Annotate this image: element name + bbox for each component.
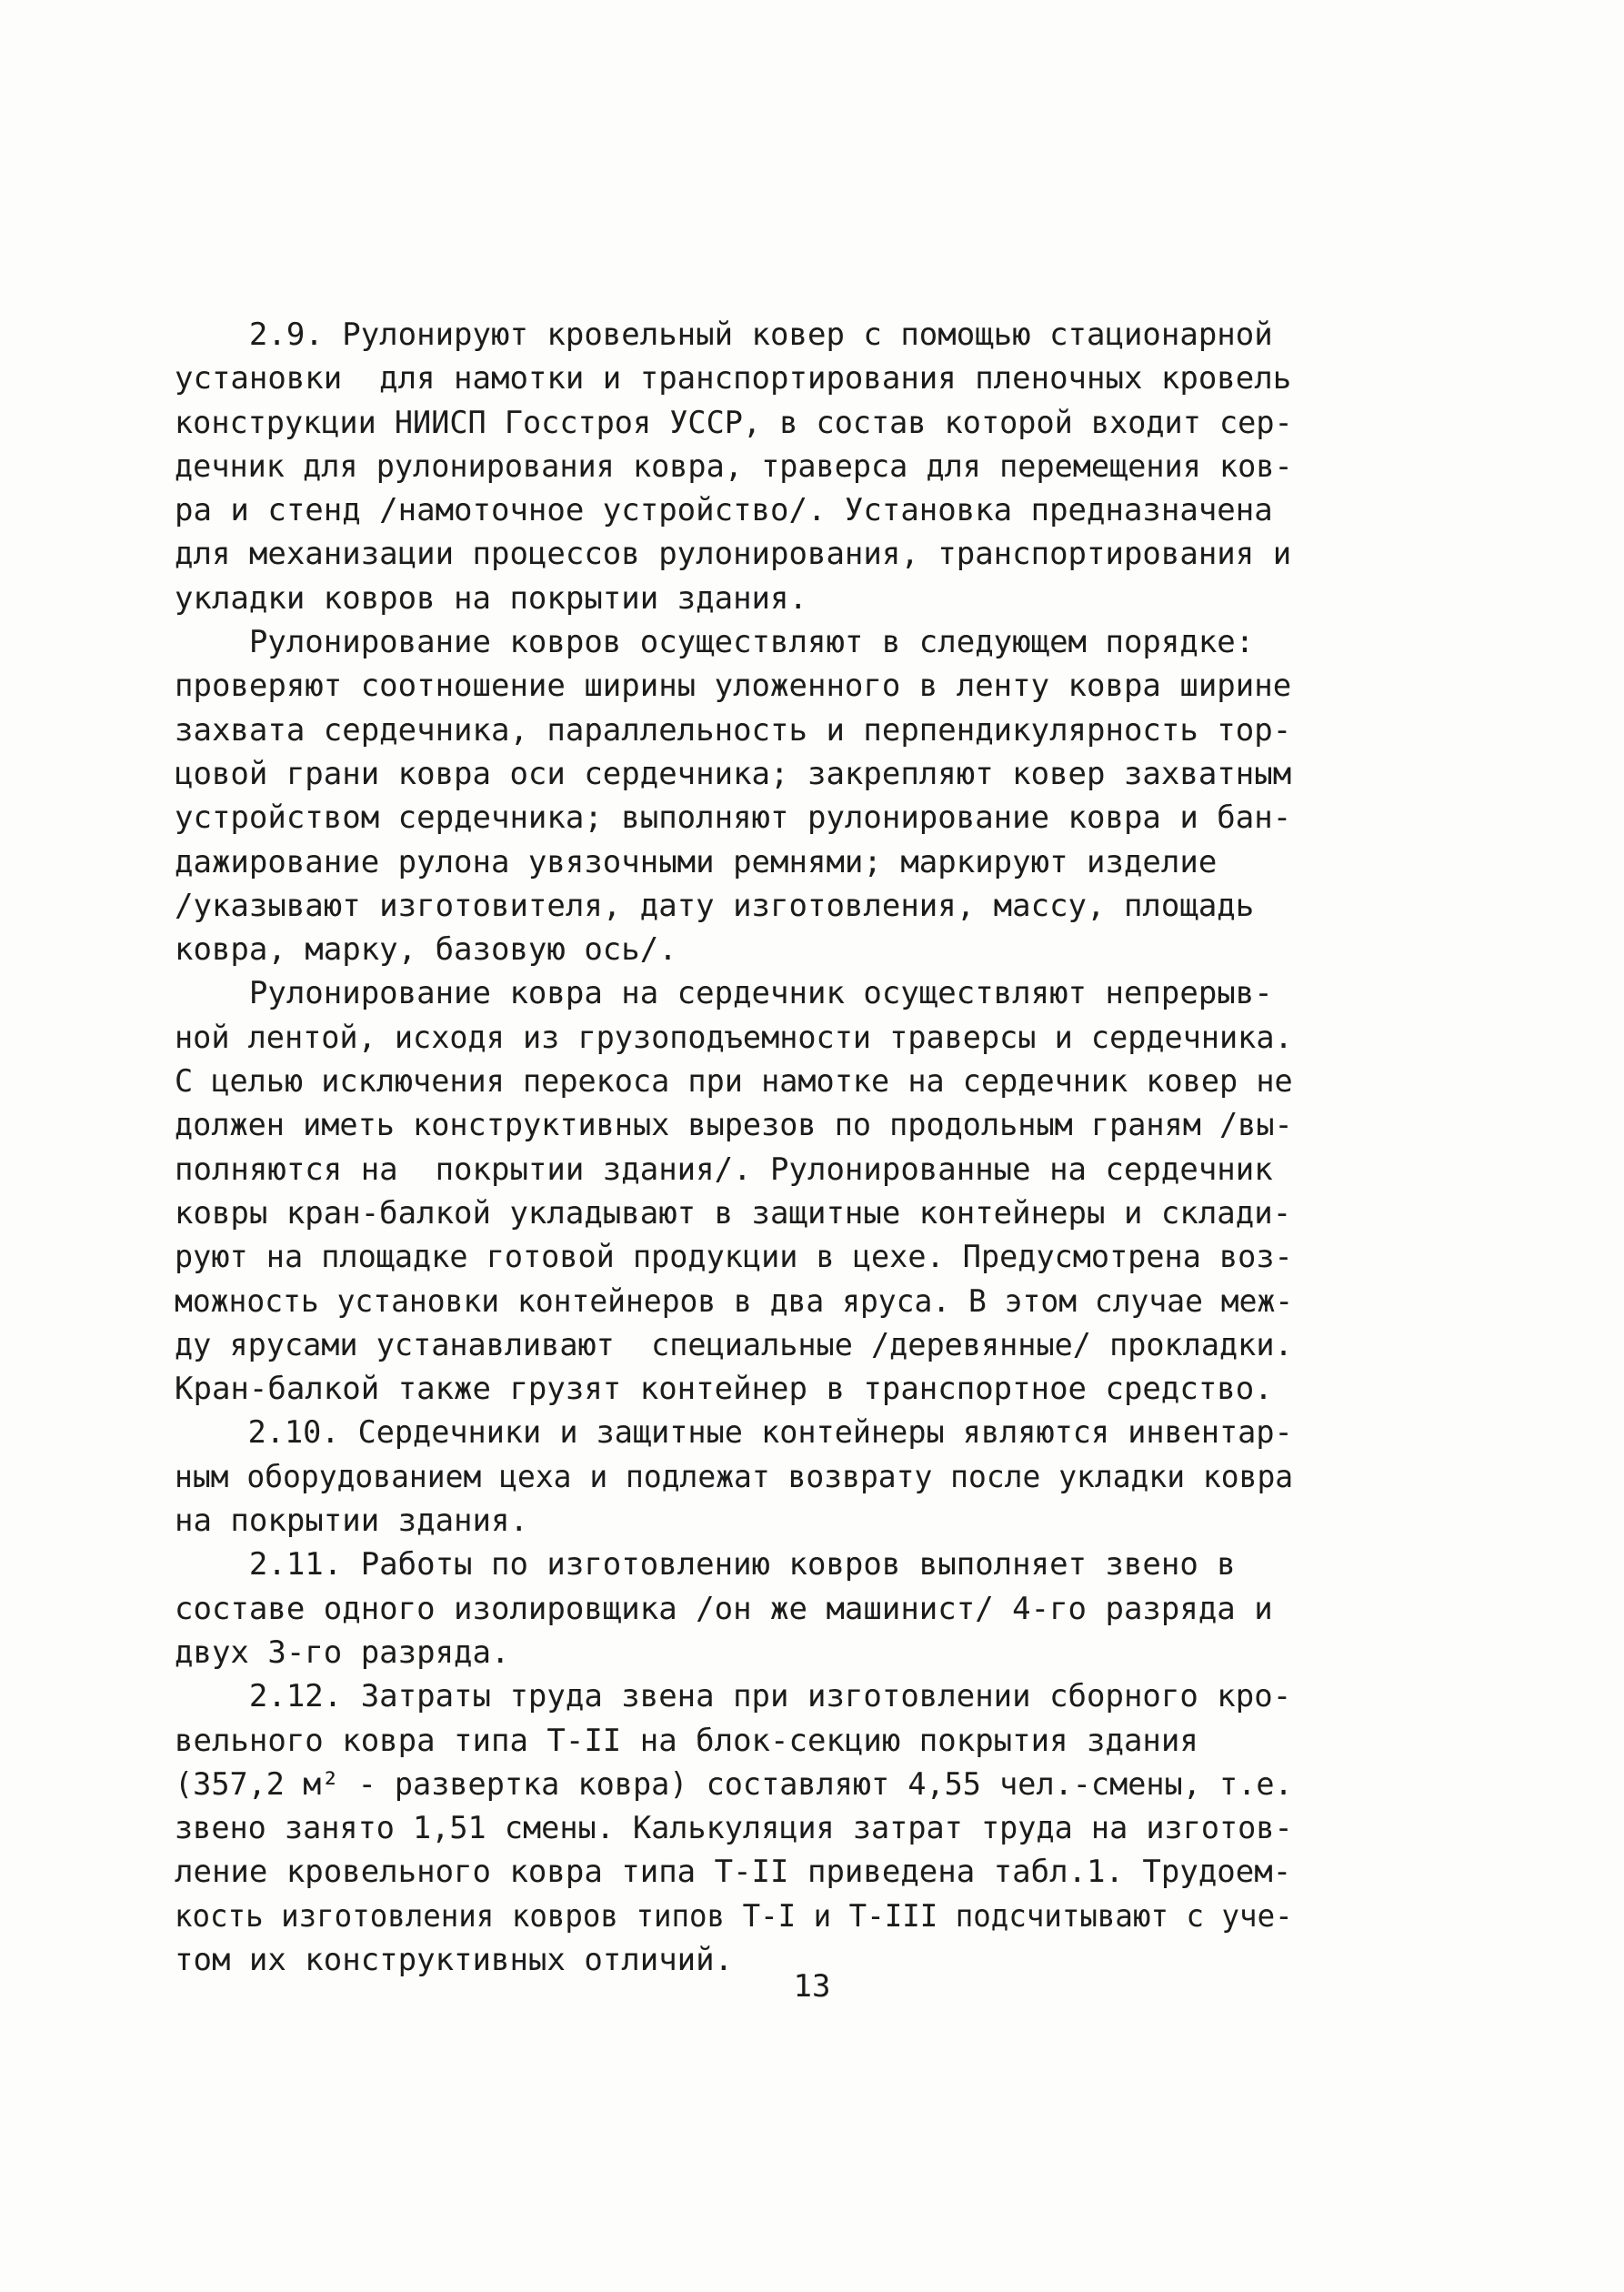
text-line: Рулонирование ковра на сердечник осуществляют непрерыв- — [175, 975, 1273, 1012]
text-line: захвата сердечника, параллельность и перпендикулярность тор- — [175, 711, 1292, 749]
text-line: дажирование рулона увязочными ремнями; маркируют изделие — [175, 843, 1218, 880]
text-line: том их конструктивных отличий. — [175, 1941, 734, 1978]
text-line: проверяют соотношение ширины уложенного в ленту ковра ширине — [175, 668, 1292, 705]
text-line: ной лентой, исходя из грузоподъемности траверсы и сердечника. — [175, 1019, 1293, 1056]
text-line: 2.12. Затраты труда звена при изготовлении сборного кро- — [175, 1678, 1292, 1715]
body-text — [175, 313, 1293, 1982]
text-line: руют на площадке готовой продукции в цехе. Предусмотрена воз- — [175, 1239, 1293, 1276]
text-line: вельного ковра типа Т-II на блок-секцию покрытия здания — [175, 1722, 1198, 1759]
text-line: конструкции НИИСП Госстроя УССР, в состав которой входит сер- — [175, 404, 1293, 441]
text-line: цовой грани ковра оси сердечника; закрепляют ковер захватным — [175, 755, 1292, 792]
text-line: кость изготовления ковров типов Т-I и Т-III подсчитывают с уче- — [175, 1897, 1293, 1935]
text-line: ду ярусами устанавливают специальные /деревянные/ прокладки. — [175, 1326, 1293, 1363]
text-line: 2.11. Работы по изготовлению ковров выполняет звено в — [175, 1546, 1236, 1583]
text-line: ковра, марку, базовую ось/. — [175, 931, 677, 969]
text-line: дечник для рулонирования ковра, траверса для перемещения ков- — [175, 447, 1293, 485]
text-line: 2.9. Рулонируют кровельный ковер с помощью стационарной — [175, 317, 1273, 353]
text-line: должен иметь конструктивных вырезов по продольным граням /вы- — [175, 1107, 1293, 1144]
text-line: двух 3-го разряда. — [175, 1634, 510, 1671]
text-line: 2.10. Сердечники и защитные контейнеры являются инвентар- — [175, 1414, 1293, 1452]
text-line: Кран-балкой также грузят контейнер в транспортное средство. — [175, 1371, 1273, 1408]
text-line: укладки ковров на покрытии здания. — [175, 579, 807, 617]
text-line: Рулонирование ковров осуществляют в следующем порядке: — [175, 624, 1255, 661]
text-line: /указывают изготовителя, дату изготовления, массу, площадь — [175, 887, 1255, 924]
text-line: можность установки контейнеров в два яруса. В этом случае меж- — [175, 1282, 1294, 1320]
text-line: устройством сердечника; выполняют рулонирование ковра и бан- — [175, 799, 1292, 837]
text-line: ным оборудованием цеха и подлежат возврату после укладки ковра — [175, 1458, 1294, 1495]
text-line: полняются на покрытии здания/. Рулонированные на сердечник — [175, 1151, 1273, 1188]
text-line: на покрытии здания. — [175, 1503, 528, 1540]
text-line: составе одного изолировщика /он же машинист/ 4-го разряда и — [175, 1590, 1273, 1627]
text-line: С целью исключения перекоса при намотке на сердечник ковер не — [175, 1063, 1293, 1101]
page-number: 13 — [793, 1968, 831, 2005]
text-line: (357,2 м² - развертка ковра) составляют 4,55 чел.-смены, т.е. — [175, 1765, 1293, 1803]
text-line: для механизации процессов рулонирования, транспортирования и — [175, 536, 1292, 573]
text-line: установки для намотки и транспортирования пленочных кровель — [175, 360, 1292, 397]
text-line: ра и стенд /намоточное устройство/. Установка предназначена — [175, 492, 1273, 529]
text-line: ление кровельного ковра типа Т-II приведена табл.1. Трудоем- — [175, 1854, 1292, 1891]
text-line: звено занято 1,51 смены. Калькуляция затрат труда на изготов- — [175, 1810, 1293, 1847]
text-line: ковры кран-балкой укладывают в защитные контейнеры и склади- — [175, 1194, 1292, 1231]
